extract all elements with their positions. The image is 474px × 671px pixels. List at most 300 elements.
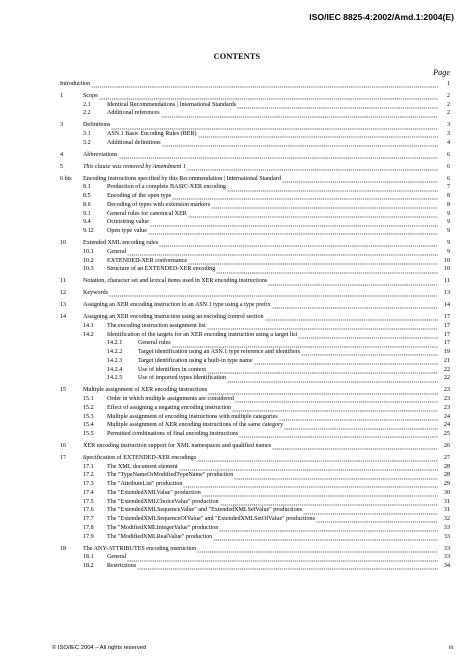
- dot-leader: [254, 357, 438, 366]
- toc-entry-page: 9: [446, 228, 450, 235]
- toc-entry-page: 6: [446, 151, 450, 158]
- toc-entry-page: 9: [446, 240, 450, 247]
- toc-entry[interactable]: [0, 562, 474, 571]
- toc-entry-page: 17: [443, 340, 450, 347]
- toc-entry-number: 17.7: [83, 516, 94, 523]
- toc-entry[interactable]: [0, 404, 474, 413]
- toc-entry-title: Effect of assigning a negating encoding instruction: [107, 404, 232, 411]
- toc-entry-page: 29: [443, 481, 450, 488]
- toc-entry-title-wrap: [83, 163, 438, 172]
- toc-entry-title-wrap: [138, 374, 438, 383]
- dot-leader: [272, 301, 438, 310]
- toc-entry-number: 8.5: [83, 193, 91, 200]
- toc-entry-title: General rules: [138, 340, 171, 347]
- toc-entry[interactable]: [0, 348, 474, 357]
- toc-entry-page: 33: [443, 554, 450, 561]
- toc-entry-number: 14.2.3: [107, 357, 123, 364]
- toc-entry[interactable]: [0, 413, 474, 422]
- toc-entry-title-wrap: [107, 130, 438, 139]
- toc-entry-title: The "ModifiedXMLRealValue" production: [107, 533, 213, 540]
- dot-leader: [150, 218, 438, 227]
- toc-entry-title-wrap: [83, 313, 438, 322]
- toc-entry-title: The "TypeNameOrModifiedTypeName" production: [107, 472, 234, 479]
- toc-entry-page: 26: [443, 443, 450, 449]
- toc-entry[interactable]: [0, 374, 474, 383]
- toc-entry-title-wrap: [107, 109, 438, 118]
- toc-entry-title: Target identification using a built-in type name: [138, 357, 253, 364]
- toc-entry-title-wrap: [107, 524, 438, 533]
- toc-entry-page: 17: [443, 322, 450, 329]
- toc-entry-title: Restrictions: [107, 563, 137, 570]
- toc-entry-page: 22: [443, 375, 450, 382]
- toc-entry-title-wrap: [138, 366, 438, 375]
- toc-entry[interactable]: [0, 331, 474, 340]
- toc-entry[interactable]: [0, 301, 474, 310]
- toc-entry[interactable]: [0, 395, 474, 404]
- toc-entry-page: 10: [443, 257, 450, 264]
- toc-entry[interactable]: [0, 227, 474, 236]
- toc-entry-number: 14.2.4: [107, 366, 123, 373]
- toc-entry-title-wrap: [83, 277, 438, 286]
- toc-entry-title: Target identification using an ASN.1 type reference and identifiers: [138, 349, 301, 356]
- toc-entry-title-wrap: [83, 151, 438, 160]
- toc-entry-page: 28: [443, 463, 450, 470]
- toc-entry-page: 9: [446, 219, 450, 226]
- dot-leader: [213, 533, 438, 542]
- dot-leader: [91, 80, 438, 89]
- toc-entry-number: 4: [60, 151, 64, 158]
- toc-entry[interactable]: [0, 257, 474, 266]
- dot-leader: [202, 489, 438, 498]
- toc-entry-number: 10.1: [83, 248, 94, 255]
- toc-entry-title: General rules for canonical XER: [107, 210, 187, 217]
- toc-entry-title: Additional references: [107, 110, 160, 117]
- toc-entry-title-wrap: [107, 183, 438, 192]
- toc-entry-title: Assigning an XER encoding instruction to an ASN.1 type using a type prefix: [83, 302, 271, 309]
- dot-leader: [211, 201, 438, 210]
- toc-entry[interactable]: [0, 498, 474, 507]
- toc-entry-page: 32: [443, 516, 450, 523]
- toc-entry[interactable]: [0, 183, 474, 192]
- toc-entry-title-wrap: [138, 357, 438, 366]
- toc-entry-number: 3.1: [83, 131, 91, 138]
- toc-entry-page: 31: [443, 498, 450, 505]
- toc-entry-number: 9.4: [83, 219, 91, 226]
- toc-entry[interactable]: [0, 109, 474, 118]
- toc-entry-page: 17: [443, 331, 450, 338]
- toc-entry-title-wrap: [107, 227, 438, 236]
- dot-leader: [197, 454, 438, 463]
- page-column-label: Page: [433, 68, 450, 77]
- toc-entry-title: The ANY-ATTRIBUTES encoding instruction: [83, 545, 197, 552]
- dot-leader: [301, 348, 438, 357]
- toc-entry[interactable]: [0, 489, 474, 498]
- toc-entry[interactable]: [0, 386, 474, 395]
- toc-entry-title-wrap: [83, 545, 438, 554]
- toc-entry-page: 8: [446, 193, 450, 200]
- toc-entry-title-wrap: [107, 192, 438, 201]
- toc-entry[interactable]: [0, 151, 474, 160]
- toc-entry-number: 12: [60, 290, 67, 297]
- dot-leader: [162, 139, 438, 148]
- toc-entry[interactable]: [0, 201, 474, 210]
- toc-entry-title-wrap: [107, 480, 438, 489]
- toc-entry[interactable]: [0, 130, 474, 139]
- dot-leader: [183, 480, 438, 489]
- toc-entry-title: Keywords: [83, 290, 109, 297]
- toc-entry-page: 23: [443, 404, 450, 411]
- toc-entry-number: 18.2: [83, 563, 94, 570]
- toc-entry-title: Multiple assignment of XER encoding instructions of the same category: [107, 422, 284, 429]
- toc-entry-title-wrap: [107, 210, 438, 219]
- dot-leader: [234, 471, 438, 480]
- toc-entry-page: 2: [446, 110, 450, 117]
- toc-entry-number: 15.2: [83, 404, 94, 411]
- dot-leader: [127, 553, 438, 562]
- toc-entry-title-wrap: [83, 92, 438, 101]
- toc-entry-title-wrap: [138, 348, 438, 357]
- toc-entry-title: The "ExtendedXMLValue" production: [107, 489, 201, 496]
- toc-entry-title: Definitions: [83, 122, 111, 129]
- toc-entry[interactable]: [0, 357, 474, 366]
- toc-entry-number: 17.6: [83, 507, 94, 514]
- toc-entry[interactable]: [0, 454, 474, 463]
- dot-leader: [119, 151, 438, 160]
- toc-entry[interactable]: [0, 480, 474, 489]
- toc-entry-title: Octetstring value: [107, 219, 149, 226]
- table-of-contents: [0, 80, 474, 571]
- toc-entry[interactable]: [0, 533, 474, 542]
- dot-leader: [127, 248, 438, 257]
- toc-entry-title: Abbreviations: [83, 151, 118, 158]
- toc-entry-title-wrap: [107, 201, 438, 210]
- toc-entry-title: This clause was removed by Amendment 1: [83, 163, 186, 170]
- toc-entry-title-wrap: [107, 139, 438, 148]
- dot-leader: [109, 289, 438, 298]
- toc-entry-number: 15.3: [83, 413, 94, 420]
- toc-entry-title-wrap: [60, 80, 438, 89]
- toc-entry-title-wrap: [107, 553, 438, 562]
- toc-entry-number: 10.2: [83, 257, 94, 264]
- toc-entry-title: XER encoding instruction support for XML namespaces and qualified names: [83, 443, 272, 449]
- toc-entry[interactable]: [0, 80, 474, 89]
- toc-entry[interactable]: [0, 289, 474, 298]
- toc-entry-number: 13: [60, 302, 67, 309]
- toc-entry-title: The "ExtendedXMLChoiceValue" production: [107, 498, 219, 505]
- toc-entry-number: 2.1: [83, 101, 91, 108]
- toc-entry-page: 33: [443, 545, 450, 552]
- toc-entry-title-wrap: [107, 265, 438, 274]
- toc-entry-number: 14.2: [83, 331, 94, 338]
- dot-leader: [137, 562, 438, 571]
- toc-entry-title-wrap: [83, 121, 438, 130]
- toc-entry-number: 18.1: [83, 554, 94, 561]
- toc-entry-page: 34: [443, 563, 450, 570]
- toc-entry-title-wrap: [83, 239, 438, 248]
- toc-entry-page: 30: [443, 489, 450, 496]
- toc-entry-page: 27: [443, 454, 450, 461]
- toc-entry-page: 7: [446, 184, 450, 191]
- toc-entry[interactable]: [0, 163, 474, 172]
- toc-entry-number: 3.2: [83, 139, 91, 146]
- toc-entry-title-wrap: [138, 339, 438, 348]
- toc-entry-title: Scope: [83, 92, 98, 99]
- toc-entry-page: 6: [446, 163, 450, 170]
- toc-entry-title-wrap: [107, 218, 438, 227]
- toc-entry[interactable]: [0, 421, 474, 430]
- dot-leader: [188, 210, 438, 219]
- toc-entry-title: Multiple assignment of XER encoding instructions: [83, 387, 208, 394]
- toc-entry-title-wrap: [107, 413, 438, 422]
- toc-entry[interactable]: [0, 471, 474, 480]
- dot-leader: [172, 192, 438, 201]
- toc-entry-page: 10: [443, 266, 450, 273]
- toc-entry[interactable]: [0, 442, 474, 451]
- toc-entry-number: 17.1: [83, 463, 94, 470]
- toc-entry-title: Introduction: [60, 81, 91, 87]
- toc-entry[interactable]: [0, 366, 474, 375]
- toc-entry-number: 10: [60, 240, 67, 247]
- dot-leader: [216, 265, 438, 274]
- toc-entry-title-wrap: [83, 386, 438, 395]
- dot-leader: [208, 386, 438, 395]
- toc-entry-page: 23: [443, 387, 450, 394]
- toc-entry-number: 14.1: [83, 322, 94, 329]
- toc-entry-title: The encoding instruction assignment list: [107, 322, 206, 329]
- toc-entry-number: 15.5: [83, 431, 94, 438]
- dot-leader: [207, 322, 438, 331]
- toc-entry-number: 11: [60, 278, 66, 285]
- toc-entry-page: 21: [443, 357, 450, 364]
- toc-entry-number: 17.3: [83, 481, 94, 488]
- toc-entry-title: Encoding instructions specified by this Recommendation | International Standard: [83, 175, 281, 182]
- toc-entry-title: Encoding of the open type: [107, 193, 172, 200]
- toc-entry[interactable]: [0, 248, 474, 257]
- dot-leader: [316, 515, 438, 524]
- document-header-id: ISO/IEC 8825-4:2002/Amd.1:2004(E): [309, 12, 454, 22]
- dot-leader: [198, 130, 438, 139]
- toc-entry-title: Open type value: [107, 228, 147, 235]
- toc-entry-title-wrap: [107, 515, 438, 524]
- dot-leader: [239, 430, 438, 439]
- toc-entry-number: 2.2: [83, 110, 91, 117]
- toc-entry-page: 8: [446, 201, 450, 208]
- toc-entry[interactable]: [0, 463, 474, 472]
- toc-entry[interactable]: [0, 545, 474, 554]
- toc-entry-page: 25: [443, 431, 450, 438]
- toc-entry-number: 15: [60, 387, 67, 394]
- toc-entry-number: 6 bis: [60, 175, 72, 182]
- toc-entry-title: Assigning an XER encoding instruction using an encoding control section: [83, 314, 264, 321]
- dot-leader: [232, 404, 438, 413]
- toc-entry[interactable]: [0, 524, 474, 533]
- toc-entry[interactable]: [0, 506, 474, 515]
- toc-entry-page: 3: [446, 131, 450, 138]
- dot-leader: [303, 506, 438, 515]
- dot-leader: [265, 313, 438, 322]
- toc-entry[interactable]: [0, 239, 474, 248]
- toc-entry-number: 15.1: [83, 396, 94, 403]
- dot-leader: [99, 92, 438, 101]
- toc-entry-number: 14.2.5: [107, 375, 123, 382]
- copyright-notice: © ISO/IEC 2004 – All rights reserved: [52, 645, 147, 651]
- toc-entry-page: 9: [446, 210, 450, 217]
- toc-entry-title-wrap: [107, 404, 438, 413]
- toc-entry-page: 9: [446, 248, 450, 255]
- toc-entry[interactable]: [0, 139, 474, 148]
- toc-entry[interactable]: [0, 515, 474, 524]
- toc-entry-number: 1: [60, 92, 64, 99]
- toc-entry-title-wrap: [107, 533, 438, 542]
- dot-leader: [235, 395, 438, 404]
- toc-entry-page: 33: [443, 524, 450, 531]
- toc-entry-title: General: [107, 248, 127, 255]
- toc-entry-title-wrap: [107, 331, 438, 340]
- toc-entry-title-wrap: [107, 421, 438, 430]
- dot-leader: [282, 175, 438, 184]
- dot-leader: [237, 101, 438, 110]
- toc-entry-title: The "ExtendedXMLSequenceValue" and "ExtendedXMLSetValue" productions: [107, 507, 303, 514]
- toc-entry[interactable]: [0, 339, 474, 348]
- toc-entry-page: 6: [446, 175, 450, 182]
- dot-leader: [219, 524, 438, 533]
- toc-entry-page: 23: [443, 396, 450, 403]
- dot-leader: [272, 442, 438, 451]
- toc-entry-title: ASN.1 Basic Encoding Rules (BER): [107, 131, 197, 138]
- toc-entry-title-wrap: [107, 471, 438, 480]
- toc-entry-title: Multiple assignment of encoding instructions with multiple categories: [107, 413, 278, 420]
- dot-leader: [227, 183, 438, 192]
- toc-entry-number: 8.1: [83, 184, 91, 191]
- toc-entry-title-wrap: [83, 175, 438, 184]
- dot-leader: [161, 109, 438, 118]
- dot-leader: [197, 545, 438, 554]
- dot-leader: [207, 366, 438, 375]
- dot-leader: [187, 163, 438, 172]
- dot-leader: [227, 374, 438, 383]
- toc-entry-title: Decoding of types with extension markers: [107, 201, 211, 208]
- toc-entry-title-wrap: [107, 562, 438, 571]
- toc-entry-page: 28: [443, 472, 450, 479]
- toc-entry-page: 24: [443, 413, 450, 420]
- toc-entry-number: 17.8: [83, 524, 94, 531]
- toc-entry-title: Structure of an EXTENDED-XER encoding: [107, 266, 216, 273]
- toc-entry-title: Use of identifiers in context: [138, 366, 207, 373]
- toc-entry-title-wrap: [83, 289, 438, 298]
- dot-leader: [148, 227, 438, 236]
- toc-entry-title-wrap: [107, 257, 438, 266]
- toc-entry-number: 9.12: [83, 228, 94, 235]
- toc-entry-title: Identical Recommendations | International Standards: [107, 101, 237, 108]
- toc-entry-title: Production of a complete BASIC-XER encoding: [107, 184, 226, 191]
- toc-entry-title: Additional definitions: [107, 139, 161, 146]
- toc-entry[interactable]: [0, 101, 474, 110]
- toc-entry-title: Permitted combinations of final encoding instructions: [107, 431, 239, 438]
- toc-entry-title: The "AttributeList" production: [107, 481, 183, 488]
- toc-entry-title: Specification of EXTENDED-XER encodings: [83, 454, 197, 461]
- toc-entry-page: 33: [443, 533, 450, 540]
- contents-title: CONTENTS: [213, 52, 261, 61]
- toc-entry-number: 3: [60, 122, 64, 129]
- toc-entry-page: 2: [446, 101, 450, 108]
- toc-entry-title: Order in which multiple assignments are considered: [107, 396, 234, 403]
- dot-leader: [172, 339, 438, 348]
- toc-entry-page: 3: [446, 122, 450, 129]
- dot-leader: [159, 239, 438, 248]
- toc-entry-title: Use of imported types identification: [138, 375, 226, 382]
- dot-leader: [179, 463, 438, 472]
- dot-leader: [220, 498, 438, 507]
- toc-entry-title-wrap: [107, 489, 438, 498]
- toc-entry-title-wrap: [107, 248, 438, 257]
- toc-entry[interactable]: [0, 430, 474, 439]
- toc-entry-title: General: [107, 554, 127, 561]
- toc-entry-number: 17.2: [83, 472, 94, 479]
- toc-entry-title-wrap: [107, 322, 438, 331]
- toc-entry-title: The XML document element: [107, 463, 178, 470]
- toc-entry[interactable]: [0, 92, 474, 101]
- dot-leader: [111, 121, 438, 130]
- toc-entry-title: Identification of the targets for an XER encoding instruction using a target list: [107, 331, 298, 338]
- toc-entry[interactable]: [0, 313, 474, 322]
- toc-entry[interactable]: [0, 218, 474, 227]
- toc-entry-page: 31: [443, 507, 450, 514]
- toc-entry-page: 11: [444, 278, 450, 285]
- toc-entry-title: The "ModifiedXMLIntegerValue" production: [107, 524, 219, 531]
- toc-entry-number: 14.2.2: [107, 349, 123, 356]
- dot-leader: [188, 257, 438, 266]
- toc-entry-number: 17.9: [83, 533, 94, 540]
- toc-entry-number: 18: [60, 545, 67, 552]
- toc-entry-title-wrap: [107, 430, 438, 439]
- toc-entry-number: 8.6: [83, 201, 91, 208]
- toc-entry-title: Extended XML encoding rules: [83, 240, 159, 247]
- toc-entry-title: EXTENDED-XER conformance: [107, 257, 188, 264]
- toc-entry-page: 22: [443, 366, 450, 373]
- toc-entry-title-wrap: [107, 498, 438, 507]
- toc-entry-title-wrap: [107, 506, 438, 515]
- toc-entry-number: 17.5: [83, 498, 94, 505]
- toc-entry[interactable]: [0, 175, 474, 184]
- toc-entry-number: 15.4: [83, 422, 94, 429]
- toc-entry[interactable]: [0, 553, 474, 562]
- toc-entry[interactable]: [0, 265, 474, 274]
- toc-entry-page: 1: [446, 81, 450, 87]
- toc-entry[interactable]: [0, 121, 474, 130]
- toc-entry-number: 10.3: [83, 266, 94, 273]
- toc-entry-number: 16: [60, 443, 67, 449]
- toc-entry-number: 17.4: [83, 489, 94, 496]
- toc-entry-number: 14: [60, 314, 67, 321]
- toc-entry[interactable]: [0, 277, 474, 286]
- toc-entry[interactable]: [0, 192, 474, 201]
- toc-entry-page: 13: [443, 290, 450, 297]
- dot-leader: [279, 413, 438, 422]
- toc-entry-title-wrap: [107, 463, 438, 472]
- toc-entry-number: 14.2.1: [107, 340, 123, 347]
- toc-entry[interactable]: [0, 322, 474, 331]
- toc-entry-title-wrap: [83, 442, 438, 451]
- toc-entry-number: 5: [60, 163, 64, 170]
- toc-entry[interactable]: [0, 210, 474, 219]
- toc-entry-number: 17: [60, 454, 67, 461]
- footer-page-number: iii: [449, 645, 453, 651]
- toc-entry-title-wrap: [107, 101, 438, 110]
- dot-leader: [284, 421, 438, 430]
- toc-entry-page: 2: [446, 92, 450, 99]
- toc-entry-title: The "ExtendedXMLSequenceOfValue" and "ExtendedXMLSetOfValue" productions: [107, 516, 315, 523]
- toc-entry-title: Notation, character set and lexical items used in XER encoding instructions: [83, 278, 268, 285]
